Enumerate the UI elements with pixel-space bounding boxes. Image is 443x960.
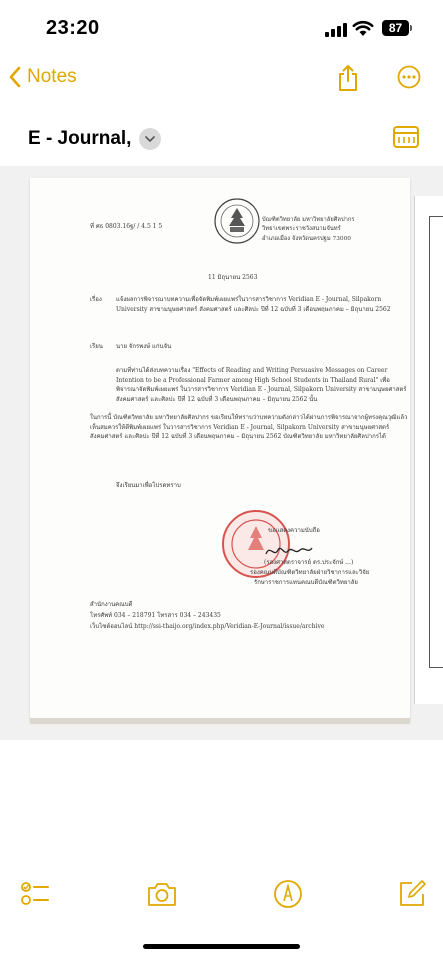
cellular-signal-icon <box>325 22 347 37</box>
address-line: บัณฑิตวิทยาลัย มหาวิทยาลัยศิลปากร <box>262 217 355 223</box>
back-label: Notes <box>27 66 77 87</box>
chevron-left-icon <box>8 66 21 88</box>
recipient-label: เรียน <box>90 343 103 350</box>
office-phone: โทรศัพท์ 034 – 218791 โทรสาร 034 – 243435 <box>90 612 221 619</box>
document-address <box>262 216 355 244</box>
next-page-preview[interactable] <box>414 196 443 704</box>
document-reference: ที่ ศธ 0803.16ฐ/ / 4.5 1 5 <box>90 223 163 230</box>
status-bar <box>0 0 443 58</box>
note-title-row <box>28 124 161 154</box>
scan-document-icon[interactable] <box>392 124 420 150</box>
status-time: 23:20 <box>46 17 100 39</box>
subject-label: เรื่อง <box>90 296 102 303</box>
address-line: อำเภอเมือง จังหวัดนครปฐม 73000 <box>262 235 351 242</box>
more-options-icon[interactable] <box>397 65 421 89</box>
office-website: เว็บไซต์ออนไลน์ http://ssi-thaijo.org/index.php/Veridian-E-Journal/issue/archive <box>90 623 325 630</box>
address-line: วิทยาเขตพระราชวังสนามจันทร์ <box>262 226 341 233</box>
camera-icon[interactable] <box>146 878 178 910</box>
scanned-document-viewer[interactable] <box>0 166 443 740</box>
chevron-down-icon[interactable] <box>139 128 161 150</box>
university-emblem-icon <box>213 196 261 246</box>
recipient-name: นาย จักรพงษ์ แก่นจัน <box>116 343 172 350</box>
battery-indicator: 87 <box>382 20 409 36</box>
next-page-border <box>429 216 443 668</box>
signatory-position: รักษาราชการแทนคณบดีบัณฑิตวิทยาลัย <box>254 579 358 586</box>
navigation-bar <box>0 58 443 102</box>
signature-salutation: ขอแสดงความนับถือ <box>268 527 320 534</box>
closing-line: จึงเรียนมาเพื่อโปรดทราบ <box>116 482 181 489</box>
subject-text: แจ้งผลการพิจารณาบทความเพื่อจัดพิมพ์เผยแพร่ในวารสารวิชาการ Veridian E - Journal, Silpakorn University สาขามนุษยศาสตร์ สังคมศาสตร์ และศิลปะ ปีที่ 12 ฉบับที่ 3 เดือนพฤษภาคม – มิถุนายน 2562 <box>116 296 391 313</box>
scanned-page[interactable] <box>30 178 410 722</box>
back-button[interactable] <box>8 66 77 88</box>
share-icon[interactable] <box>336 64 360 92</box>
signatory-position: รองคณบดีบัณฑิตวิทยาลัยฝ่ายวิชาการและวิจัย <box>250 569 370 576</box>
body-paragraph-2: ในการนี้ บัณฑิตวิทยาลัย มหาวิทยาลัยศิลปากร ขอเรียนให้ทราบว่าบทความดังกล่าวได้ผ่านการพิจารณาจากผู้ทรงคุณวุฒิแล้ว เห็นสมควรให้ตีพิมพ์เผยแพร่ ในวารสารวิชาการ Veridian E - Journal, Silpakorn University สาขามนุษยศาสตร์ สังคมศาสตร์ และศิลปะ ปีที่ 12 ฉบับที่ 3 เดือนพฤษภาคม – มิถุนายน 2562 บัณฑิตวิทยาลัย มหาวิทยาลัยศิลปากรได้ <box>90 414 408 440</box>
home-indicator[interactable] <box>143 944 300 949</box>
bottom-toolbar <box>0 866 443 926</box>
office-name: สำนักงานคณบดี <box>90 601 133 608</box>
wifi-icon <box>352 19 374 37</box>
note-title: E - Journal, <box>28 128 132 149</box>
body-paragraph-1: ตามที่ท่านได้ส่งบทความเรื่อง "Effects of Reading and Writing Persuasive Messages on Career Intention to be a Professional Farmer among High School Students in Thailand Rural" เพื่อพิจารณาจัดพิมพ์เผยแพร่ ในวารสารวิชาการ Veridian E - Journal, Silpakorn University สาขามนุษยศาสตร์ สังคมศาสตร์ และศิลปะ ปีที่ 12 ฉบับที่ 3 เดือนพฤษภาคม – มิถุนายน 2562 นั้น <box>116 367 407 403</box>
battery-tip <box>410 25 412 31</box>
checklist-icon[interactable] <box>20 878 52 910</box>
document-date: 11 มิถุนายน 2563 <box>208 274 258 281</box>
compose-icon[interactable] <box>396 878 428 910</box>
page-edge <box>30 718 410 724</box>
signatory-name: (รองศาสตราจารย์ ดร.ประจักษ์ ...) <box>264 559 354 566</box>
markup-icon[interactable] <box>272 878 304 910</box>
